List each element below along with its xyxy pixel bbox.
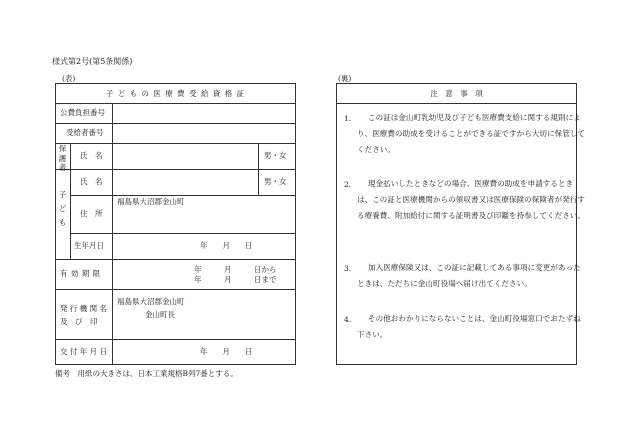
issuer-label-2: 及 び 印 <box>60 317 98 326</box>
note-number: 1. <box>344 114 352 123</box>
divider <box>70 195 296 196</box>
issuer-value-2: 金山町長 <box>145 310 175 319</box>
divider <box>55 103 296 104</box>
guardian-gender-options: 男・女 <box>264 151 287 160</box>
form-number-label: 様式第2号(第5条関係) <box>52 57 133 66</box>
validity-to: 年 月 日まで <box>194 275 277 284</box>
divider <box>55 123 296 124</box>
front-side-label: (表) <box>62 74 76 83</box>
divider <box>70 143 71 259</box>
note-text: 加入医療保険又は、この証に記載してある事項に変更があったときは、ただちに金山町役場へ届け出てください。 <box>357 263 581 288</box>
guardian-label: 保護者 <box>58 144 67 172</box>
divider <box>258 143 259 195</box>
divider <box>55 339 296 340</box>
note-number: 3. <box>344 264 352 273</box>
address-label: 住 所 <box>80 209 103 218</box>
validity-label: 有 効 期 限 <box>60 269 101 278</box>
child-gender-options: 男・女 <box>264 177 287 186</box>
divider <box>55 143 296 144</box>
child-name-label: 氏 名 <box>80 177 103 186</box>
recipient-number-label: 受給者番号 <box>66 128 104 137</box>
note-number: 4. <box>344 315 352 324</box>
issuer-label-1: 発 行 機 関 名 <box>60 304 108 313</box>
issuer-value-1: 福島県大沼郡金山町 <box>117 297 185 306</box>
footnote: 備考 用紙の大きさは、日本工業規格B列7番とする。 <box>55 369 238 378</box>
divider <box>55 259 296 260</box>
note-text: その他おわかりにならないことは、金山町役場窓口でおたずね下さい。 <box>357 314 581 339</box>
divider <box>70 233 296 234</box>
child-label: 子ども <box>58 190 67 227</box>
birth-date-value: 年 月 日 <box>200 241 253 250</box>
public-payer-number-label: 公費負担番号 <box>60 108 105 117</box>
guardian-name-label: 氏 名 <box>80 151 103 160</box>
issue-date-label: 交 付 年 月 日 <box>60 347 108 356</box>
back-title: 注 意 事 項 <box>430 89 483 98</box>
divider <box>55 289 296 290</box>
note-number: 2. <box>344 180 352 189</box>
issue-date-value: 年 月 日 <box>200 347 253 356</box>
birth-date-label: 生年月日 <box>74 241 104 250</box>
note-text: 現金払いしたときなどの場合、医療費の助成を申請するときは、この証と医療機関からの領収書又は医療保険の保険者が発行する療養費、附加給付に関する証明書及び印鑑を持参してください。 <box>357 179 585 220</box>
divider <box>112 103 113 365</box>
front-title: 子 ど も の 医 療 費 受 給 資 格 証 <box>105 89 246 98</box>
address-value: 福島県大沼郡金山町 <box>117 197 185 206</box>
divider <box>336 103 577 104</box>
note-text: この証は金山町乳幼児及び子ども医療費支給に関する規則により、医療費の助成を受けることができる証ですから大切に保管してください。 <box>357 113 585 154</box>
validity-from: 年 月 日から <box>194 265 277 274</box>
back-side-label: (裏) <box>338 74 352 83</box>
divider <box>55 169 296 170</box>
